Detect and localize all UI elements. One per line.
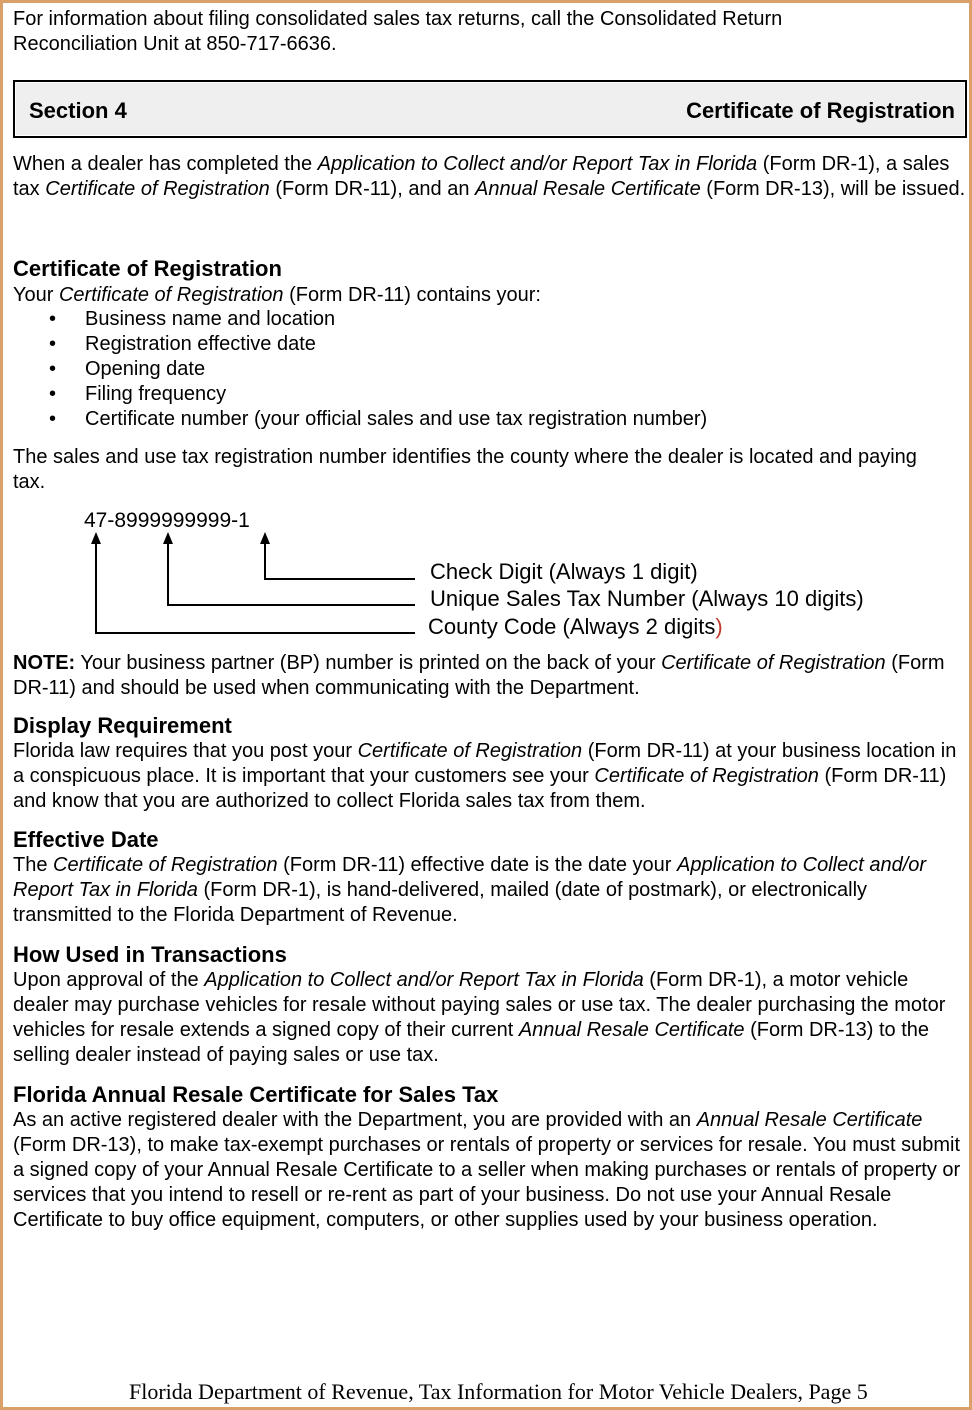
intro-line-2: Reconciliation Unit at 850-717-6636. <box>13 33 337 55</box>
unique-number-arrowhead <box>163 532 173 544</box>
county-code-label: County Code (Always 2 digits) <box>428 614 723 639</box>
bullet-icon: • <box>49 408 57 430</box>
section-title: Certificate of Registration <box>686 98 955 123</box>
note-paragraph: NOTE: Your business partner (BP) number is printed on the back of your Certificate of Registration (Form DR-11) and should be used when communicating with the Department. <box>13 652 945 699</box>
effective-heading: Effective Date <box>13 827 159 852</box>
effective-paragraph: The Certificate of Registration (Form DR-11) effective date is the date your Application to Collect and/or Report Tax in Florida (Form DR-1), is hand-delivered, mailed (date of postmark), or electronically transmitted to the Florida Department of Revenue. <box>13 854 927 926</box>
list-item: • Certificate number (your official sales and use tax registration number) <box>49 408 708 430</box>
section-header <box>13 80 967 138</box>
bullet-icon: • <box>49 358 57 380</box>
cert-heading: Certificate of Registration <box>13 256 282 281</box>
check-digit-label: Check Digit (Always 1 digit) <box>430 559 698 584</box>
display-paragraph: Florida law requires that you post your Certificate of Registration (Form DR-11) at your business location in a conspicuous place. It is important that your customers see your Certificate of Registration (Form DR-11) and know that you are authorized to collect Florida sales tax from them. <box>13 740 957 812</box>
display-heading: Display Requirement <box>13 713 232 738</box>
check-digit-arrow-line <box>265 539 415 579</box>
list-item: • Opening date <box>49 358 206 380</box>
cert-contents-list <box>13 307 913 432</box>
list-item: • Registration effective date <box>49 333 316 355</box>
resale-heading: Florida Annual Resale Certificate for Sales Tax <box>13 1082 499 1107</box>
cert-intro: Your Certificate of Registration (Form DR-11) contains your: <box>13 284 541 306</box>
unique-number-label: Unique Sales Tax Number (Always 10 digits) <box>430 586 864 611</box>
intro-line-1: For information about filing consolidated sales tax returns, call the Consolidated Return <box>13 8 783 30</box>
regnum-paragraph: The sales and use tax registration number identifies the county where the dealer is located and paying tax. <box>13 446 917 493</box>
intro-paragraph: When a dealer has completed the Application to Collect and/or Report Tax in Florida (Form DR-1), a sales tax Certificate of Registration (Form DR-11), and an Annual Resale Certificate (Form DR-13), will be issued. <box>13 153 966 200</box>
regnum-example: 47-8999999999-1 <box>84 509 250 532</box>
check-digit-arrowhead <box>260 532 270 544</box>
unique-number-arrow-line <box>168 539 415 605</box>
transactions-heading: How Used in Transactions <box>13 942 287 967</box>
intro-text <box>13 7 969 57</box>
page-footer: Florida Department of Revenue, Tax Information for Motor Vehicle Dealers, Page 5 <box>129 1379 868 1404</box>
bullet-icon: • <box>49 383 57 405</box>
section-number: Section 4 <box>29 98 127 123</box>
bullet-icon: • <box>49 308 57 330</box>
transactions-paragraph: Upon approval of the Application to Collect and/or Report Tax in Florida (Form DR-1), a motor vehicle dealer may purchase vehicles for resale without paying sales or use tax. The dealer purchasing the motor vehicles for resale extends a signed copy of their current Annual Resale Certificate (Form DR-13) to the selling dealer instead of paying sales or use tax. <box>13 969 946 1066</box>
list-item: • Filing frequency <box>49 383 227 405</box>
list-item: • Business name and location <box>49 308 336 330</box>
bullet-icon: • <box>49 333 57 355</box>
resale-paragraph: As an active registered dealer with the Department, you are provided with an Annual Resale Certificate (Form DR-13), to make tax-exempt purchases or rentals of property or services for resale. You must submit a signed copy of your Annual Resale Certificate to a seller when making purchases or rentals of property or services that you intend to resell or re-rent as part of your business. Do not use your Annual Resale Certificate to buy office equipment, computers, or other supplies used by your business operation. <box>13 1109 961 1231</box>
regnum-diagram <box>3 503 972 643</box>
county-code-arrowhead <box>91 532 101 544</box>
county-code-arrow-line <box>96 539 415 633</box>
